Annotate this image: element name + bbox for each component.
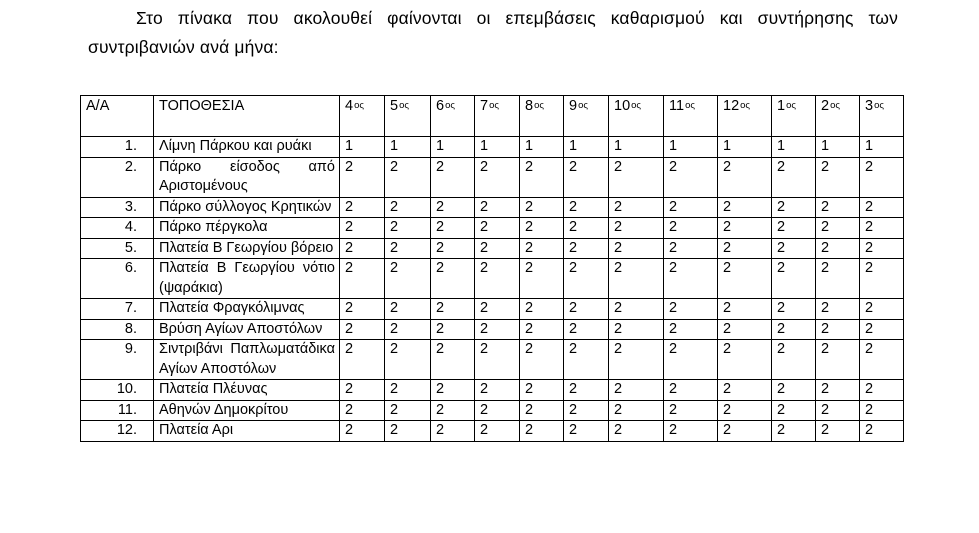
cell-value: 2 [564, 259, 609, 299]
header-month-number: 6 [436, 98, 445, 114]
cell-value: 2 [609, 421, 664, 442]
cell-value: 2 [860, 157, 904, 197]
cell-value: 2 [475, 400, 520, 421]
intro-line-1: Στο πίνακα που ακολουθεί φαίνονται οι επεμβάσεις καθαρισμού και συντήρησης των [136, 8, 898, 28]
header-month-number: 10 [614, 98, 631, 114]
cell-value: 2 [564, 319, 609, 340]
cell-value: 2 [772, 421, 816, 442]
header-month-suffix: ος [830, 100, 840, 111]
table-row [81, 218, 904, 239]
cell-value: 2 [609, 319, 664, 340]
cell-value: 2 [520, 218, 564, 239]
cell-value: 2 [385, 157, 431, 197]
header-month-suffix: ος [578, 100, 588, 111]
cell-value: 2 [718, 157, 772, 197]
cell-value: 2 [860, 319, 904, 340]
table-row [81, 421, 904, 442]
row-location: Πάρκο πέργκολα [154, 218, 340, 239]
table-row [81, 380, 904, 401]
row-number: 1. [81, 137, 154, 158]
cell-value: 2 [772, 259, 816, 299]
header-month [564, 96, 609, 137]
row-number: 6. [81, 259, 154, 299]
row-number: 5. [81, 238, 154, 259]
cell-value: 2 [609, 218, 664, 239]
cell-value: 2 [718, 421, 772, 442]
cell-value: 2 [564, 400, 609, 421]
cell-value: 2 [718, 197, 772, 218]
cell-value: 2 [385, 218, 431, 239]
table-row [81, 400, 904, 421]
cell-value: 2 [431, 238, 475, 259]
cell-value: 2 [564, 218, 609, 239]
cell-value: 2 [385, 197, 431, 218]
cell-value: 1 [816, 137, 860, 158]
cell-value: 2 [340, 380, 385, 401]
row-location: Πλατεία Β Γεωργίου βόρειο [154, 238, 340, 259]
cell-value: 2 [385, 299, 431, 320]
cell-value: 2 [564, 299, 609, 320]
cell-value: 2 [340, 197, 385, 218]
cell-value: 2 [340, 319, 385, 340]
header-month-number: 12 [723, 98, 740, 114]
cell-value: 2 [340, 400, 385, 421]
cell-value: 2 [772, 218, 816, 239]
header-month-number: 4 [345, 98, 354, 114]
row-number: 4. [81, 218, 154, 239]
cell-value: 1 [520, 137, 564, 158]
cell-value: 2 [385, 340, 431, 380]
header-month-suffix: ος [534, 100, 544, 111]
row-location: Πλατεία Β Γεωργίου νότιο (ψαράκια) [154, 259, 340, 299]
cell-value: 2 [860, 340, 904, 380]
row-location: Πλατεία Πλέυνας [154, 380, 340, 401]
intro-paragraph [88, 4, 898, 62]
cell-value: 2 [609, 238, 664, 259]
cell-value: 2 [431, 157, 475, 197]
row-number: 2. [81, 157, 154, 197]
header-month [520, 96, 564, 137]
cell-value: 2 [475, 157, 520, 197]
cell-value: 2 [718, 238, 772, 259]
cell-value: 2 [564, 421, 609, 442]
cell-value: 2 [664, 319, 718, 340]
table-row [81, 238, 904, 259]
row-number: 11. [81, 400, 154, 421]
cell-value: 2 [564, 238, 609, 259]
cell-value: 2 [772, 157, 816, 197]
cell-value: 2 [816, 197, 860, 218]
table-body [81, 137, 904, 442]
cell-value: 2 [860, 299, 904, 320]
cell-value: 2 [664, 259, 718, 299]
cell-value: 1 [340, 137, 385, 158]
cell-value: 2 [860, 218, 904, 239]
cell-value: 2 [431, 340, 475, 380]
header-month [431, 96, 475, 137]
cell-value: 2 [475, 319, 520, 340]
cell-value: 2 [475, 259, 520, 299]
cell-value: 2 [664, 157, 718, 197]
header-month-suffix: ος [874, 100, 884, 111]
cell-value: 1 [664, 137, 718, 158]
header-month [609, 96, 664, 137]
cell-value: 2 [664, 380, 718, 401]
cell-value: 2 [340, 218, 385, 239]
cell-value: 2 [664, 340, 718, 380]
cell-value: 2 [718, 259, 772, 299]
cell-value: 2 [475, 340, 520, 380]
cell-value: 2 [520, 299, 564, 320]
cell-value: 2 [385, 238, 431, 259]
cell-value: 2 [564, 197, 609, 218]
cell-value: 2 [664, 218, 718, 239]
cell-value: 2 [475, 197, 520, 218]
cell-value: 2 [431, 319, 475, 340]
table-row [81, 197, 904, 218]
cell-value: 2 [520, 157, 564, 197]
cell-value: 2 [520, 400, 564, 421]
row-number: 10. [81, 380, 154, 401]
cell-value: 2 [772, 238, 816, 259]
cell-value: 2 [520, 421, 564, 442]
cell-value: 2 [816, 340, 860, 380]
table-row [81, 340, 904, 380]
header-month-number: 5 [390, 98, 399, 114]
cell-value: 2 [664, 400, 718, 421]
header-month-suffix: ος [399, 100, 409, 111]
cell-value: 2 [718, 319, 772, 340]
cell-value: 2 [860, 238, 904, 259]
cell-value: 2 [475, 218, 520, 239]
cell-value: 2 [340, 238, 385, 259]
cell-value: 2 [772, 197, 816, 218]
row-number: 7. [81, 299, 154, 320]
header-month [772, 96, 816, 137]
cell-value: 2 [816, 259, 860, 299]
cell-value: 2 [860, 197, 904, 218]
table-row [81, 299, 904, 320]
row-location: Πλατεία Αρι [154, 421, 340, 442]
cell-value: 2 [564, 340, 609, 380]
cell-value: 2 [431, 421, 475, 442]
table-row [81, 319, 904, 340]
table-row [81, 137, 904, 158]
cell-value: 2 [609, 259, 664, 299]
cell-value: 2 [816, 380, 860, 401]
cell-value: 2 [520, 340, 564, 380]
cell-value: 2 [772, 340, 816, 380]
cell-value: 2 [860, 380, 904, 401]
row-location: Αθηνών Δημοκρίτου [154, 400, 340, 421]
cell-value: 2 [475, 421, 520, 442]
cell-value: 2 [816, 421, 860, 442]
cell-value: 2 [816, 157, 860, 197]
cell-value: 2 [564, 380, 609, 401]
cell-value: 2 [431, 259, 475, 299]
header-month-suffix: ος [685, 100, 695, 111]
cell-value: 2 [475, 238, 520, 259]
cell-value: 2 [431, 197, 475, 218]
header-month-suffix: ος [489, 100, 499, 111]
intro-line-2: συντριβανιών ανά μήνα: [88, 37, 279, 57]
cell-value: 1 [718, 137, 772, 158]
header-month [664, 96, 718, 137]
cell-value: 2 [664, 299, 718, 320]
cell-value: 2 [860, 259, 904, 299]
cell-value: 1 [609, 137, 664, 158]
cell-value: 2 [609, 157, 664, 197]
cell-value: 2 [609, 299, 664, 320]
header-month-number: 7 [480, 98, 489, 114]
header-month-number: 11 [669, 98, 685, 114]
header-aa: Α/Α [81, 96, 154, 137]
cell-value: 2 [520, 238, 564, 259]
cell-value: 2 [385, 400, 431, 421]
cell-value: 2 [609, 340, 664, 380]
row-location: Βρύση Αγίων Αποστόλων [154, 319, 340, 340]
cell-value: 1 [385, 137, 431, 158]
cell-value: 2 [816, 319, 860, 340]
header-month-suffix: ος [740, 100, 751, 111]
header-month [860, 96, 904, 137]
cell-value: 2 [340, 157, 385, 197]
cell-value: 2 [860, 421, 904, 442]
cell-value: 2 [664, 238, 718, 259]
cell-value: 2 [520, 319, 564, 340]
cell-value: 2 [431, 218, 475, 239]
table-row [81, 157, 904, 197]
table-row [81, 259, 904, 299]
cell-value: 2 [816, 238, 860, 259]
header-month-number: 3 [865, 98, 874, 114]
cell-value: 2 [475, 299, 520, 320]
cell-value: 2 [609, 400, 664, 421]
cell-value: 2 [385, 259, 431, 299]
cell-value: 2 [431, 299, 475, 320]
cell-value: 2 [816, 218, 860, 239]
cell-value: 2 [520, 259, 564, 299]
row-location: Πλατεία Φραγκόλιμνας [154, 299, 340, 320]
cell-value: 2 [520, 380, 564, 401]
cell-value: 2 [816, 400, 860, 421]
cell-value: 2 [772, 319, 816, 340]
header-month-suffix: ος [786, 100, 796, 111]
cell-value: 1 [475, 137, 520, 158]
cell-value: 2 [718, 380, 772, 401]
cell-value: 2 [772, 299, 816, 320]
header-month [385, 96, 431, 137]
row-number: 9. [81, 340, 154, 380]
cell-value: 2 [664, 197, 718, 218]
cell-value: 2 [718, 299, 772, 320]
maintenance-table [80, 95, 904, 442]
cell-value: 2 [340, 421, 385, 442]
header-month-suffix: ος [354, 100, 364, 111]
row-number: 12. [81, 421, 154, 442]
cell-value: 2 [340, 299, 385, 320]
row-location: Πάρκο σύλλογος Κρητικών [154, 197, 340, 218]
row-location: Πάρκο είσοδος από Αριστομένους [154, 157, 340, 197]
cell-value: 2 [664, 421, 718, 442]
cell-value: 2 [860, 400, 904, 421]
header-month [340, 96, 385, 137]
cell-value: 1 [564, 137, 609, 158]
cell-value: 2 [609, 197, 664, 218]
row-number: 3. [81, 197, 154, 218]
cell-value: 2 [772, 400, 816, 421]
cell-value: 2 [564, 157, 609, 197]
header-month [475, 96, 520, 137]
cell-value: 2 [718, 400, 772, 421]
header-month-number: 2 [821, 98, 830, 114]
header-month [718, 96, 772, 137]
cell-value: 1 [860, 137, 904, 158]
cell-value: 2 [385, 380, 431, 401]
cell-value: 1 [772, 137, 816, 158]
row-number: 8. [81, 319, 154, 340]
header-month [816, 96, 860, 137]
cell-value: 2 [609, 380, 664, 401]
header-location: ΤΟΠΟΘΕΣΙΑ [154, 96, 340, 137]
cell-value: 2 [772, 380, 816, 401]
cell-value: 1 [431, 137, 475, 158]
header-month-number: 1 [777, 98, 786, 114]
cell-value: 2 [431, 380, 475, 401]
cell-value: 2 [340, 340, 385, 380]
row-location: Λίμνη Πάρκου και ρυάκι [154, 137, 340, 158]
cell-value: 2 [431, 400, 475, 421]
cell-value: 2 [385, 319, 431, 340]
cell-value: 2 [816, 299, 860, 320]
cell-value: 2 [718, 218, 772, 239]
header-month-suffix: ος [445, 100, 455, 111]
header-month-number: 9 [569, 98, 578, 114]
cell-value: 2 [718, 340, 772, 380]
header-month-number: 8 [525, 98, 534, 114]
header-month-suffix: ος [631, 100, 642, 111]
table-header-row [81, 96, 904, 137]
cell-value: 2 [340, 259, 385, 299]
cell-value: 2 [475, 380, 520, 401]
cell-value: 2 [520, 197, 564, 218]
row-location: Σιντριβάνι Παπλωματάδικα Αγίων Αποστόλων [154, 340, 340, 380]
cell-value: 2 [385, 421, 431, 442]
